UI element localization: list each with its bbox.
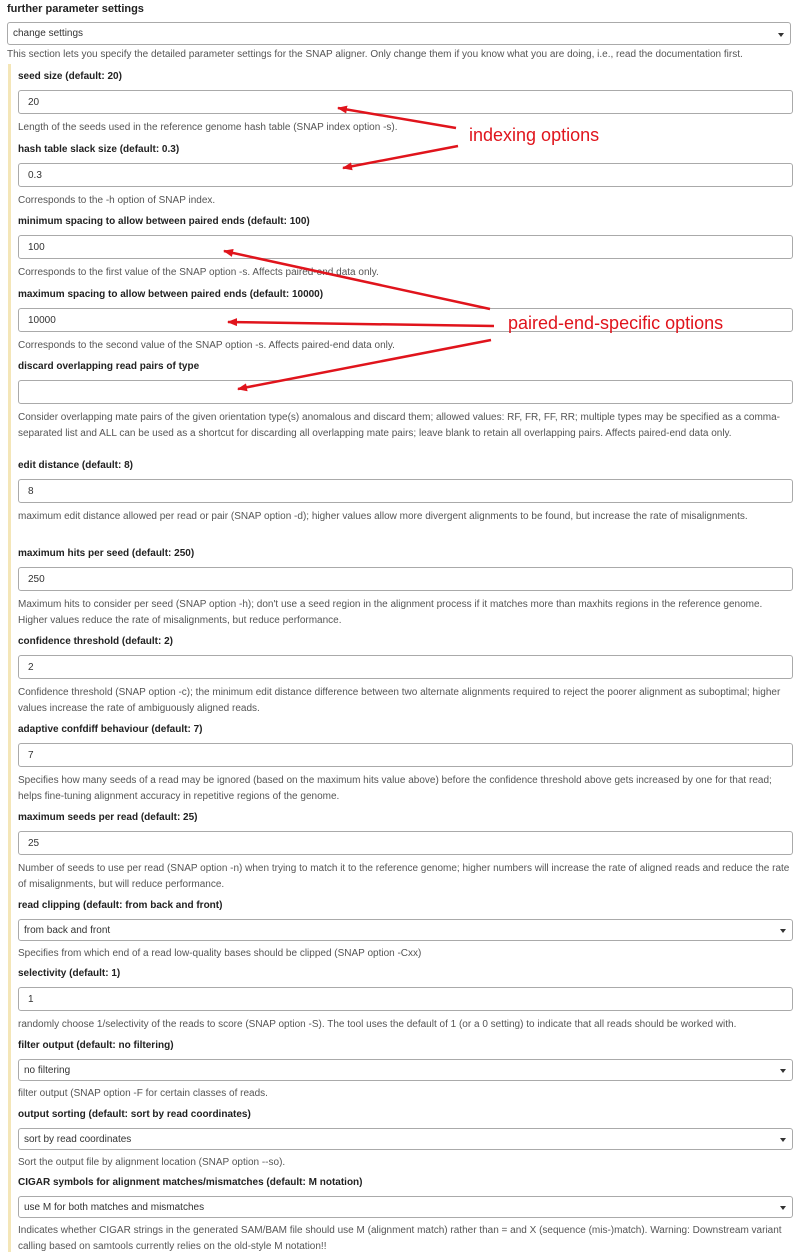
- select-value: change settings: [13, 28, 84, 39]
- input-value: 1: [28, 994, 34, 1005]
- param-help: Corresponds to the first value of the SNAP option -s. Affects paired-end data only.: [18, 267, 379, 278]
- param-help: Length of the seeds used in the reference genome hash table (SNAP index option -s).: [18, 122, 398, 133]
- param-label: filter output (default: no filtering): [18, 1040, 174, 1051]
- param-help: Corresponds to the -h option of SNAP index.: [18, 195, 216, 206]
- param-help: randomly choose 1/selectivity of the reads to score (SNAP option -S). The tool uses the default of 1 (or a 0 setting) to indicate that all reads should be worked with.: [18, 1019, 737, 1030]
- input-value: 8: [28, 486, 34, 497]
- select-value: sort by read coordinates: [24, 1134, 132, 1145]
- annotation-indexing-options: indexing options: [469, 125, 600, 145]
- input-value: 0.3: [28, 170, 42, 181]
- annotation-paired-end-options: paired-end-specific options: [508, 313, 724, 333]
- input-value: 25: [28, 838, 40, 849]
- input-value: 7: [28, 750, 34, 761]
- param-help: Sort the output file by alignment location (SNAP option --so).: [18, 1157, 286, 1168]
- param-label: confidence threshold (default: 2): [18, 636, 174, 647]
- param-help: Consider overlapping mate pairs of the given orientation type(s) anomalous and discard them; allowed values: RF, FR, FF, RR; multiple types may be specified as a comma-separated list and ALL can be used as a shortcut for discarding all overlapping mate pairs; leave blank to retain all overlapping pairs. Affects paired-end data only.: [18, 412, 781, 439]
- param-help: Confidence threshold (SNAP option -c); the minimum edit distance difference between two alternate alignments required to reject the poorer alignment as suboptimal; higher values increase the rate of ambiguously aligned reads.: [18, 687, 781, 714]
- param-label: maximum hits per seed (default: 250): [18, 548, 195, 559]
- select-value: from back and front: [24, 925, 111, 936]
- arrow-to-min-spacing: [224, 251, 490, 309]
- section-title: further parameter settings: [7, 3, 144, 15]
- param-label: read clipping (default: from back and front): [18, 900, 223, 911]
- param-label: maximum seeds per read (default: 25): [18, 812, 198, 823]
- input-value: 20: [28, 97, 40, 108]
- param-help: maximum edit distance allowed per read or pair (SNAP option -d); higher values allow more divergent alignments to be found, but increase the rate of misalignments.: [18, 511, 748, 522]
- input-value: 100: [28, 242, 45, 253]
- param-label: seed size (default: 20): [18, 71, 122, 82]
- arrow-to-max-spacing: [228, 322, 494, 326]
- param-help: Maximum hits to consider per seed (SNAP option -h); don't use a seed region in the alignment process if it matches more than maxhits regions in the reference genome. Higher values reduce the rate of misalignments, but reduce performance.: [18, 599, 763, 626]
- param-label: maximum spacing to allow between paired ends (default: 10000): [18, 289, 324, 300]
- param-help: Corresponds to the second value of the SNAP option -s. Affects paired-end data only.: [18, 340, 395, 351]
- param-label: output sorting (default: sort by read coordinates): [18, 1109, 251, 1120]
- param-label: CIGAR symbols for alignment matches/mismatches (default: M notation): [18, 1177, 363, 1188]
- section-help: This section lets you specify the detailed parameter settings for the SNAP aligner. Only change them if you know what you are doing, i.e., read the documentation first.: [7, 49, 743, 60]
- param-label: adaptive confdiff behaviour (default: 7): [18, 724, 203, 735]
- param-label: selectivity (default: 1): [18, 968, 121, 979]
- input-value: 2: [28, 662, 34, 673]
- param-label: edit distance (default: 8): [18, 460, 134, 471]
- input-value: 250: [28, 574, 45, 585]
- input-value: 10000: [28, 315, 56, 326]
- select-value: no filtering: [24, 1065, 71, 1076]
- param-help: Indicates whether CIGAR strings in the generated SAM/BAM file should use M (alignment match) rather than = and X (sequence (mis-)match). Warning: Downstream variant calling based on samtools currently relies on the old-style M notation!!: [18, 1225, 782, 1252]
- param-label: hash table slack size (default: 0.3): [18, 144, 180, 155]
- param-help: Number of seeds to use per read (SNAP option -n) when trying to match it to the reference genome; higher numbers will increase the rate of aligned reads and reduce the rate of misalignments, but will reduce performance.: [18, 863, 790, 890]
- param-help: Specifies how many seeds of a read may be ignored (based on the maximum hits value above) before the confidence threshold above gets increased by one for that read; helps fine-tuning alignment accuracy in repetitive regions of the genome.: [18, 775, 772, 802]
- param-label: minimum spacing to allow between paired ends (default: 100): [18, 216, 310, 227]
- select-value: use M for both matches and mismatches: [24, 1202, 205, 1213]
- param-help: Specifies from which end of a read low-quality bases should be clipped (SNAP option -Cxx): [18, 948, 422, 959]
- arrow-to-seed-size: [338, 108, 456, 128]
- arrow-to-hash-slack: [343, 146, 458, 168]
- param-help: filter output (SNAP option -F for certain classes of reads.: [18, 1088, 268, 1099]
- param-label: discard overlapping read pairs of type: [18, 361, 200, 372]
- arrow-to-discard-overlapping: [238, 340, 491, 389]
